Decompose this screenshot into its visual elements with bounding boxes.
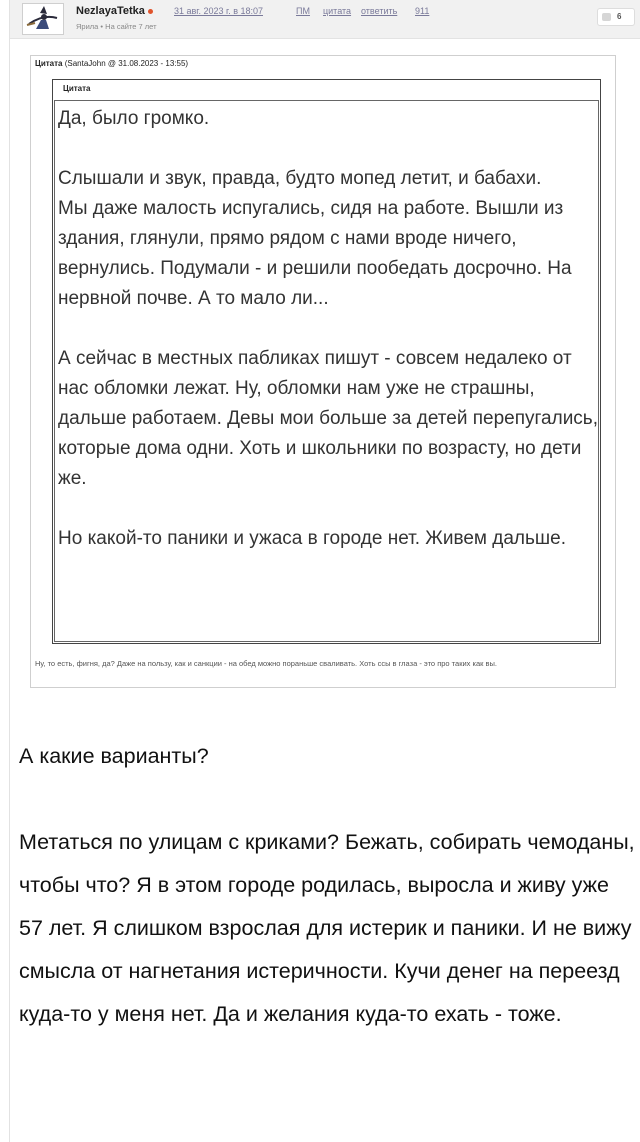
thumb-vote-icon — [602, 13, 611, 21]
paragraph-gap — [19, 778, 635, 821]
separator: • — [100, 22, 104, 31]
body-paragraph: Метаться по улицам с криками? Бежать, собирать чемоданы, чтобы что? Я в этом городе родилась, выросла и живу уже 57 лет. Я слишком взрослая для истерик и паники. И не вижу смысла от нагнетания истеричности. Кучи денег на переезд куда-то у меня нет. Да и желания куда-то ехать - тоже. — [19, 830, 635, 1026]
paragraph-gap — [58, 494, 598, 524]
witch-avatar-icon — [23, 4, 63, 34]
quote-paragraph: Слышали и звук, правда, будто мопед летит, и бабахи. — [58, 168, 542, 189]
nested-quote-text — [54, 100, 599, 642]
paragraph-gap — [58, 314, 598, 344]
reply-link[interactable]: ответить — [361, 6, 398, 16]
vote-badge[interactable] — [597, 8, 635, 26]
quote-paragraph: Да, было громко. — [58, 108, 210, 129]
vote-count: 6 — [617, 12, 622, 21]
avatar[interactable] — [22, 3, 64, 35]
author-tenure: На сайте 7 лет — [105, 22, 157, 31]
quote-link[interactable]: цитата — [323, 6, 352, 16]
quote-paragraph: А сейчас в местных пабликах пишут - совсем недалеко от нас обломки лежат. Ну, обломки нам уже не страшны, дальше работаем. Девы мои больше за детей перепугались, которые дома одни. Хоть и школьники по возрасту, но дети же. — [58, 348, 598, 489]
reply-number-link[interactable]: 911 — [415, 6, 430, 16]
author-rank: Ярила — [76, 22, 99, 31]
quote-reply-text: Ну, то есть, фигня, да? Даже на пользу, как и санкции - на обед можно пораньше сваливать. Хоть ссы в глаза - это про таких как вы. — [35, 659, 497, 668]
online-status-dot — [148, 9, 153, 14]
post-date-link[interactable]: 31 авг. 2023 г. в 18:07 — [174, 6, 263, 16]
quote-paragraph: Мы даже малость испугались, сидя на работе. Вышли из здания, глянули, прямо рядом с нами вроде ничего, вернулись. Подумали - и решили пообедать досрочно. На нервной почве. А то мало ли... — [58, 198, 572, 309]
content-left-border — [9, 0, 10, 1142]
quote-source: (SantaJohn @ 31.08.2023 - 13:55) — [64, 59, 189, 68]
quote-paragraph: Но какой-то паники и ужаса в городе нет. Живем дальше. — [58, 528, 566, 549]
quote-label: Цитата — [35, 59, 63, 68]
paragraph-gap — [58, 134, 598, 164]
post-header — [10, 0, 640, 39]
quote-header — [35, 59, 188, 68]
post-body — [19, 735, 635, 1036]
body-paragraph: А какие варианты? — [19, 744, 209, 768]
author-subline — [76, 22, 157, 31]
nested-quote-label: Цитата — [63, 84, 91, 93]
pm-link[interactable]: ПМ — [296, 6, 310, 16]
post-author[interactable]: NezlayaTetka — [76, 5, 153, 17]
